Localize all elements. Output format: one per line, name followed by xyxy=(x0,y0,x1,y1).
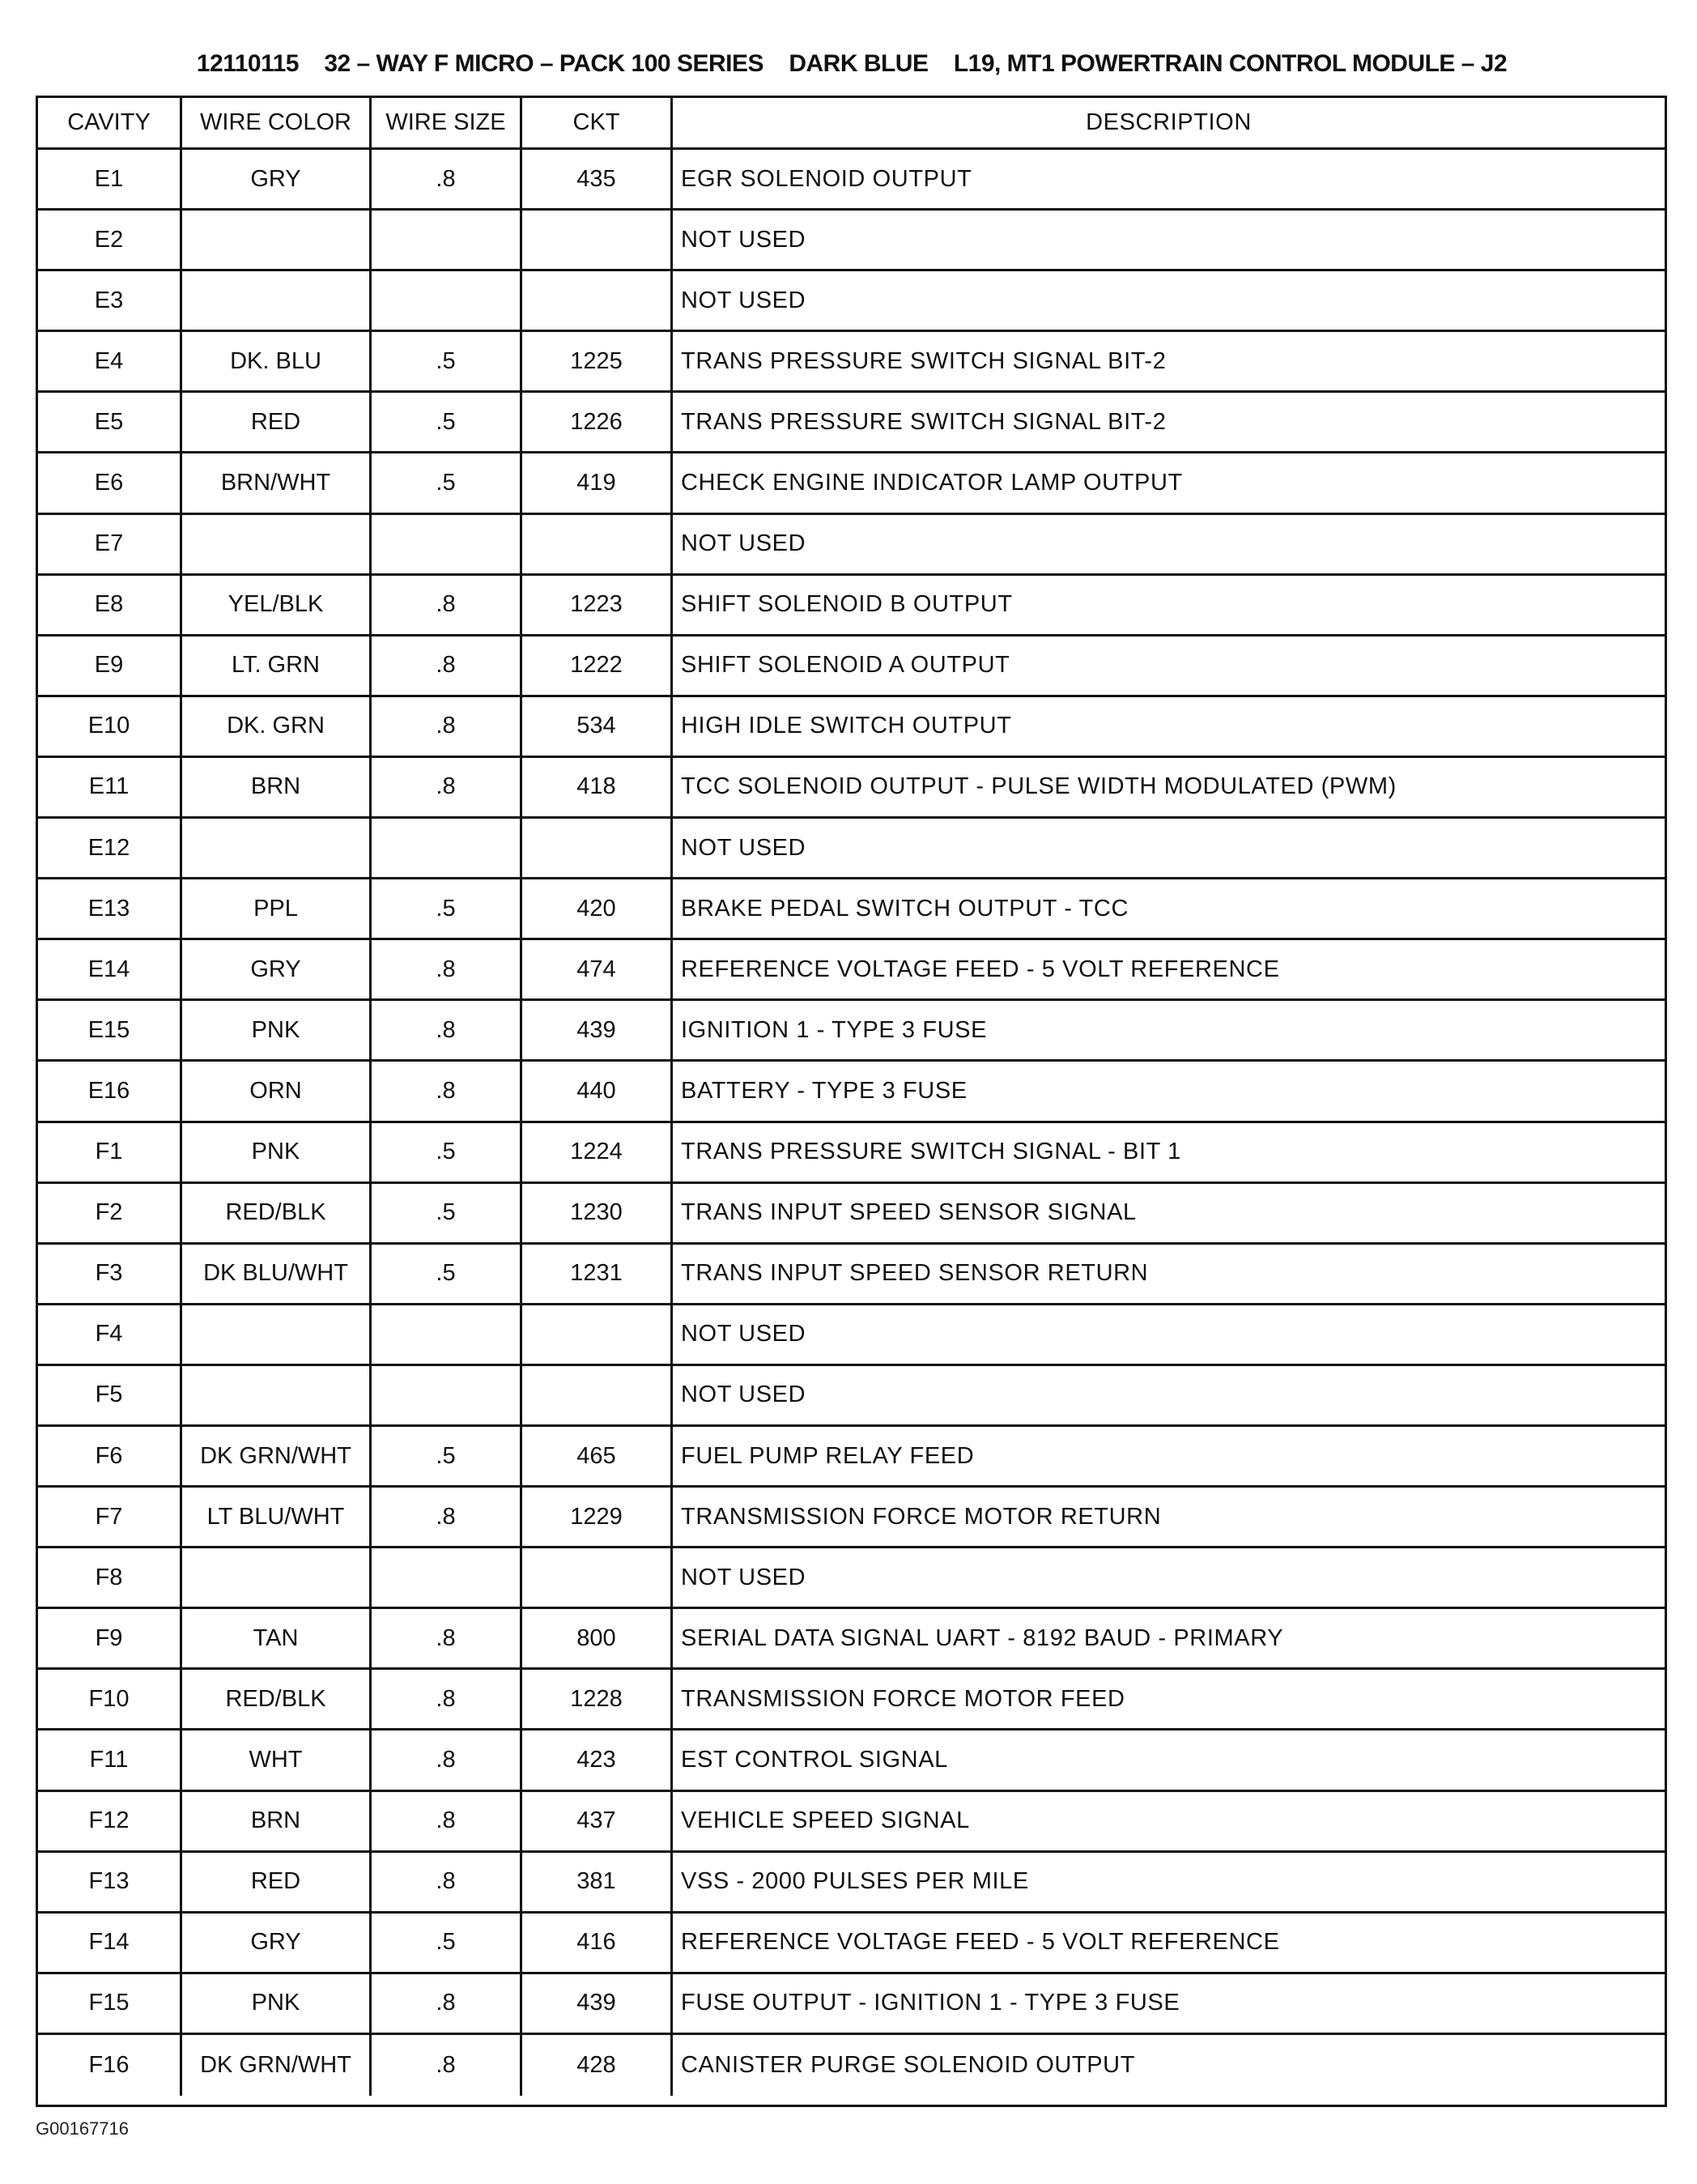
cavity-cell: E4 xyxy=(38,332,182,390)
wire-size-cell: .5 xyxy=(372,332,522,390)
description-cell: TRANS PRESSURE SWITCH SIGNAL BIT-2 xyxy=(681,408,1167,435)
wire-size-cell xyxy=(372,1305,522,1364)
wire-size-cell: .8 xyxy=(372,1488,522,1546)
wire-color-cell: PPL xyxy=(182,879,372,938)
wire-size-cell: .8 xyxy=(372,576,522,634)
description-cell: TRANSMISSION FORCE MOTOR FEED xyxy=(681,1685,1125,1712)
cavity-cell: F2 xyxy=(38,1184,182,1242)
table-row xyxy=(38,393,1665,453)
table-row xyxy=(38,1305,1665,1366)
wire-color-cell xyxy=(182,1366,372,1424)
wire-size-cell: .8 xyxy=(372,1853,522,1911)
wire-color-cell xyxy=(182,1548,372,1607)
wire-color-cell xyxy=(182,819,372,877)
wire-size-cell: .8 xyxy=(372,1670,522,1728)
description-cell: VSS - 2000 PULSES PER MILE xyxy=(681,1868,1029,1895)
wire-size-cell: .5 xyxy=(372,1245,522,1303)
wire-color-cell: LT BLU/WHT xyxy=(182,1488,372,1546)
wire-size-cell xyxy=(372,211,522,269)
wire-color-cell xyxy=(182,271,372,330)
description-cell: NOT USED xyxy=(681,1381,806,1408)
table-row xyxy=(38,271,1665,332)
cavity-cell: F1 xyxy=(38,1123,182,1181)
description-cell: EGR SOLENOID OUTPUT xyxy=(681,165,972,192)
cavity-cell: E12 xyxy=(38,819,182,877)
table-row xyxy=(38,1731,1665,1791)
wire-size-cell xyxy=(372,1366,522,1424)
ckt-cell: 534 xyxy=(522,697,673,756)
table-row xyxy=(38,1184,1665,1245)
description-cell: TRANS PRESSURE SWITCH SIGNAL - BIT 1 xyxy=(681,1139,1181,1165)
table-row xyxy=(38,1609,1665,1670)
ckt-cell xyxy=(522,1548,673,1607)
wire-size-cell: .5 xyxy=(372,879,522,938)
ckt-cell: 420 xyxy=(522,879,673,938)
ckt-cell: 419 xyxy=(522,453,673,512)
ckt-cell: 1226 xyxy=(522,393,673,451)
wire-color-cell: WHT xyxy=(182,1731,372,1789)
table-header-row xyxy=(38,98,1665,150)
wire-size-cell xyxy=(372,819,522,877)
wire-color-cell: LT. GRN xyxy=(182,636,372,695)
ckt-cell xyxy=(522,515,673,573)
cavity-cell: E9 xyxy=(38,636,182,695)
header-description: DESCRIPTION xyxy=(1086,109,1252,135)
wire-size-cell: .8 xyxy=(372,1001,522,1059)
wire-size-cell: .8 xyxy=(372,150,522,208)
wire-color-cell: BRN xyxy=(182,1792,372,1850)
description-cell: FUEL PUMP RELAY FEED xyxy=(681,1442,975,1469)
table-row xyxy=(38,1001,1665,1062)
wire-size-cell: .8 xyxy=(372,2035,522,2096)
table-row xyxy=(38,1366,1665,1427)
wire-color-cell: BRN xyxy=(182,758,372,816)
table-row xyxy=(38,636,1665,697)
wire-color-cell: ORN xyxy=(182,1062,372,1120)
table-row xyxy=(38,758,1665,819)
ckt-cell: 1230 xyxy=(522,1184,673,1242)
header-wire-size: WIRE SIZE xyxy=(372,98,522,147)
description-cell: TRANS INPUT SPEED SENSOR SIGNAL xyxy=(681,1199,1137,1226)
ckt-cell: 1229 xyxy=(522,1488,673,1546)
description-cell: EST CONTROL SIGNAL xyxy=(681,1746,948,1773)
wire-color-cell xyxy=(182,1305,372,1364)
wire-color-cell: GRY xyxy=(182,1914,372,1972)
cavity-cell: E6 xyxy=(38,453,182,512)
wire-size-cell: .8 xyxy=(372,636,522,695)
cavity-cell: F15 xyxy=(38,1974,182,2033)
header-ckt: CKT xyxy=(522,98,673,147)
wire-size-cell xyxy=(372,515,522,573)
ckt-cell: 1222 xyxy=(522,636,673,695)
description-cell: CANISTER PURGE SOLENOID OUTPUT xyxy=(681,2051,1136,2078)
cavity-cell: F13 xyxy=(38,1853,182,1911)
cavity-cell: E14 xyxy=(38,940,182,998)
header-cavity: CAVITY xyxy=(38,98,182,147)
wire-size-cell: .5 xyxy=(372,1123,522,1181)
ckt-cell: 1223 xyxy=(522,576,673,634)
wire-color-cell: DK. GRN xyxy=(182,697,372,756)
cavity-cell: F8 xyxy=(38,1548,182,1607)
table-row xyxy=(38,576,1665,636)
ckt-cell: 474 xyxy=(522,940,673,998)
wire-color-cell: GRY xyxy=(182,150,372,208)
wire-size-cell: .5 xyxy=(372,453,522,512)
cavity-cell: E13 xyxy=(38,879,182,938)
ckt-cell: 439 xyxy=(522,1001,673,1059)
table-row xyxy=(38,150,1665,211)
ckt-cell: 428 xyxy=(522,2035,673,2096)
table-row xyxy=(38,1427,1665,1488)
wire-color-cell: PNK xyxy=(182,1123,372,1181)
wire-size-cell: .5 xyxy=(372,393,522,451)
wire-size-cell xyxy=(372,271,522,330)
wire-size-cell: .8 xyxy=(372,940,522,998)
description-cell: NOT USED xyxy=(681,226,806,253)
description-cell: FUSE OUTPUT - IGNITION 1 - TYPE 3 FUSE xyxy=(681,1990,1180,2016)
cavity-cell: F14 xyxy=(38,1914,182,1972)
cavity-cell: F10 xyxy=(38,1670,182,1728)
table-row xyxy=(38,697,1665,758)
description-cell: VEHICLE SPEED SIGNAL xyxy=(681,1807,970,1834)
connector-table xyxy=(36,96,1667,2107)
description-cell: SHIFT SOLENOID A OUTPUT xyxy=(681,652,1010,679)
table-row xyxy=(38,1670,1665,1731)
wire-color-cell: RED xyxy=(182,1853,372,1911)
description-cell: REFERENCE VOLTAGE FEED - 5 VOLT REFERENCE xyxy=(681,956,1280,982)
table-row xyxy=(38,1974,1665,2035)
ckt-cell: 800 xyxy=(522,1609,673,1667)
wire-color-cell: GRY xyxy=(182,940,372,998)
cavity-cell: E16 xyxy=(38,1062,182,1120)
cavity-cell: E8 xyxy=(38,576,182,634)
ckt-cell: 416 xyxy=(522,1914,673,1972)
ckt-cell: 1224 xyxy=(522,1123,673,1181)
wire-size-cell: .8 xyxy=(372,1974,522,2033)
cavity-cell: F16 xyxy=(38,2035,182,2096)
wire-size-cell: .5 xyxy=(372,1914,522,1972)
wire-size-cell: .5 xyxy=(372,1184,522,1242)
description-cell: REFERENCE VOLTAGE FEED - 5 VOLT REFERENCE xyxy=(681,1929,1280,1956)
wire-size-cell: .5 xyxy=(372,1427,522,1485)
ckt-cell: 439 xyxy=(522,1974,673,2033)
description-cell: HIGH IDLE SWITCH OUTPUT xyxy=(681,713,1012,739)
table-row xyxy=(38,1792,1665,1853)
cavity-cell: E2 xyxy=(38,211,182,269)
ckt-cell: 381 xyxy=(522,1853,673,1911)
wire-size-cell: .8 xyxy=(372,1609,522,1667)
wire-color-cell xyxy=(182,211,372,269)
table-row xyxy=(38,453,1665,514)
description-cell: NOT USED xyxy=(681,1321,806,1347)
page-title: 12110115 32 – WAY F MICRO – PACK 100 SERIES DARK BLUE L19, MT1 POWERTRAIN CONTROL MODULE – J2 xyxy=(196,50,1508,77)
description-cell: SHIFT SOLENOID B OUTPUT xyxy=(681,591,1013,618)
description-cell: BRAKE PEDAL SWITCH OUTPUT - TCC xyxy=(681,895,1129,922)
ckt-cell: 440 xyxy=(522,1062,673,1120)
description-cell: TRANS INPUT SPEED SENSOR RETURN xyxy=(681,1260,1149,1287)
wire-color-cell: BRN/WHT xyxy=(182,453,372,512)
wire-color-cell: DK GRN/WHT xyxy=(182,1427,372,1485)
wire-size-cell: .8 xyxy=(372,1062,522,1120)
table-row xyxy=(38,1914,1665,1974)
cavity-cell: E11 xyxy=(38,758,182,816)
table-row xyxy=(38,1123,1665,1184)
ckt-cell: 1231 xyxy=(522,1245,673,1303)
wire-color-cell: RED/BLK xyxy=(182,1670,372,1728)
header-wire-color: WIRE COLOR xyxy=(182,98,372,147)
wire-size-cell xyxy=(372,1548,522,1607)
table-row xyxy=(38,940,1665,1001)
cavity-cell: F3 xyxy=(38,1245,182,1303)
ckt-cell xyxy=(522,819,673,877)
wire-size-cell: .8 xyxy=(372,697,522,756)
wire-color-cell: DK BLU/WHT xyxy=(182,1245,372,1303)
wire-color-cell: PNK xyxy=(182,1001,372,1059)
ckt-cell xyxy=(522,1366,673,1424)
description-cell: TRANSMISSION FORCE MOTOR RETURN xyxy=(681,1503,1162,1530)
cavity-cell: E3 xyxy=(38,271,182,330)
table-row xyxy=(38,332,1665,393)
cavity-cell: E15 xyxy=(38,1001,182,1059)
description-cell: NOT USED xyxy=(681,287,806,313)
table-row xyxy=(38,2035,1665,2096)
figure-id: G00167716 xyxy=(36,2118,129,2139)
cavity-cell: F7 xyxy=(38,1488,182,1546)
cavity-cell: F5 xyxy=(38,1366,182,1424)
ckt-cell: 418 xyxy=(522,758,673,816)
cavity-cell: F9 xyxy=(38,1609,182,1667)
table-row xyxy=(38,879,1665,940)
wire-color-cell: TAN xyxy=(182,1609,372,1667)
ckt-cell: 1228 xyxy=(522,1670,673,1728)
ckt-cell xyxy=(522,1305,673,1364)
table-row xyxy=(38,515,1665,576)
cavity-cell: E7 xyxy=(38,515,182,573)
ckt-cell: 465 xyxy=(522,1427,673,1485)
description-cell: IGNITION 1 - TYPE 3 FUSE xyxy=(681,1016,988,1043)
cavity-cell: F12 xyxy=(38,1792,182,1850)
description-cell: SERIAL DATA SIGNAL UART - 8192 BAUD - PRIMARY xyxy=(681,1624,1284,1651)
table-row xyxy=(38,1245,1665,1305)
wire-color-cell: RED/BLK xyxy=(182,1184,372,1242)
description-cell: NOT USED xyxy=(681,1564,806,1590)
table-row xyxy=(38,1488,1665,1548)
wire-color-cell: YEL/BLK xyxy=(182,576,372,634)
description-cell: TCC SOLENOID OUTPUT - PULSE WIDTH MODULATED (PWM) xyxy=(681,773,1397,800)
ckt-cell: 437 xyxy=(522,1792,673,1850)
wire-color-cell: RED xyxy=(182,393,372,451)
cavity-cell: F11 xyxy=(38,1731,182,1789)
description-cell: NOT USED xyxy=(681,530,806,557)
cavity-cell: E1 xyxy=(38,150,182,208)
ckt-cell xyxy=(522,271,673,330)
table-row xyxy=(38,819,1665,879)
wire-color-cell xyxy=(182,515,372,573)
table-row xyxy=(38,1548,1665,1609)
table-row xyxy=(38,1062,1665,1122)
cavity-cell: F4 xyxy=(38,1305,182,1364)
table-row xyxy=(38,1853,1665,1914)
wire-color-cell: DK GRN/WHT xyxy=(182,2035,372,2096)
wire-size-cell: .8 xyxy=(372,758,522,816)
wire-color-cell: DK. BLU xyxy=(182,332,372,390)
wire-size-cell: .8 xyxy=(372,1792,522,1850)
ckt-cell: 423 xyxy=(522,1731,673,1789)
ckt-cell xyxy=(522,211,673,269)
ckt-cell: 1225 xyxy=(522,332,673,390)
description-cell: TRANS PRESSURE SWITCH SIGNAL BIT-2 xyxy=(681,347,1167,374)
cavity-cell: E10 xyxy=(38,697,182,756)
description-cell: CHECK ENGINE INDICATOR LAMP OUTPUT xyxy=(681,470,1183,496)
description-cell: NOT USED xyxy=(681,834,806,861)
wire-color-cell: PNK xyxy=(182,1974,372,2033)
cavity-cell: F6 xyxy=(38,1427,182,1485)
table-row xyxy=(38,211,1665,271)
ckt-cell: 435 xyxy=(522,150,673,208)
cavity-cell: E5 xyxy=(38,393,182,451)
wire-size-cell: .8 xyxy=(372,1731,522,1789)
description-cell: BATTERY - TYPE 3 FUSE xyxy=(681,1077,968,1104)
